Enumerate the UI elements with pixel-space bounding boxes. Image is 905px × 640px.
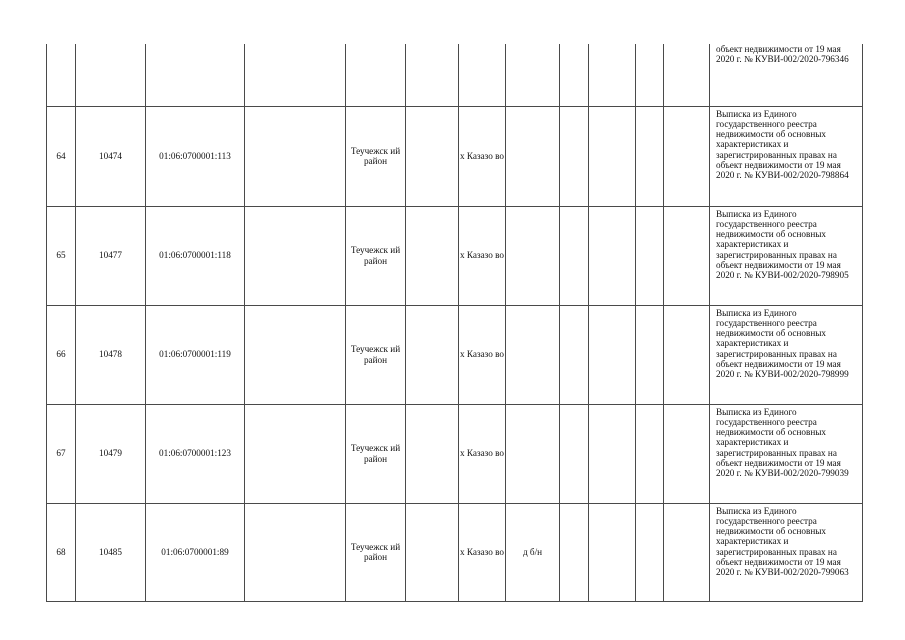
cell-empty <box>406 106 459 206</box>
row-number: 65 <box>47 206 76 305</box>
cell-empty <box>636 44 664 106</box>
document-cell: Выписка из Единого государственного реестра недвижимости об основных характеристиках и зарегистрированных правах на объект недвижимости от 19 мая 2020 г. № КУВИ-002/2020-799063 <box>710 503 863 601</box>
cell-empty <box>560 106 589 206</box>
cell-empty <box>146 44 245 106</box>
cell-empty <box>664 404 710 503</box>
table-row <box>47 106 863 206</box>
cell-empty <box>245 305 346 404</box>
cell-empty <box>76 44 146 106</box>
cell-empty <box>589 503 636 601</box>
row-number: 66 <box>47 305 76 404</box>
registry-number: 10485 <box>76 503 146 601</box>
cell-empty <box>346 44 406 106</box>
cell-empty <box>406 305 459 404</box>
document-cell: объект недвижимости от 19 мая 2020 г. № КУВИ-002/2020-796346 <box>710 44 863 106</box>
house-note <box>506 106 560 206</box>
cell-empty <box>560 44 589 106</box>
cell-empty <box>589 106 636 206</box>
property-register-table <box>46 44 863 602</box>
house-note <box>506 206 560 305</box>
village: х Казазо во <box>459 106 506 206</box>
cell-empty <box>560 206 589 305</box>
house-note <box>506 305 560 404</box>
cadastral-number: 01:06:0700001:123 <box>146 404 245 503</box>
cadastral-number: 01:06:0700001:118 <box>146 206 245 305</box>
cell-empty <box>589 404 636 503</box>
cell-empty <box>636 503 664 601</box>
district: Теучежск ий район <box>346 106 406 206</box>
registry-number: 10474 <box>76 106 146 206</box>
village: х Казазо во <box>459 404 506 503</box>
house-note <box>506 404 560 503</box>
document-cell: Выписка из Единого государственного реестра недвижимости об основных характеристиках и зарегистрированных правах на объект недвижимости от 19 мая 2020 г. № КУВИ-002/2020-799039 <box>710 404 863 503</box>
table-row <box>47 503 863 601</box>
document-cell: Выписка из Единого государственного реестра недвижимости об основных характеристиках и зарегистрированных правах на объект недвижимости от 19 мая 2020 г. № КУВИ-002/2020-798905 <box>710 206 863 305</box>
row-number: 67 <box>47 404 76 503</box>
cell-empty <box>245 206 346 305</box>
cell-empty <box>589 305 636 404</box>
cell-empty <box>245 404 346 503</box>
cell-empty <box>664 206 710 305</box>
cell-empty <box>560 404 589 503</box>
cell-empty <box>664 44 710 106</box>
cell-empty <box>664 106 710 206</box>
cell-empty <box>245 44 346 106</box>
cadastral-number: 01:06:0700001:89 <box>146 503 245 601</box>
cell-empty <box>245 503 346 601</box>
cell-empty <box>636 404 664 503</box>
cell-empty <box>664 305 710 404</box>
cell-empty <box>589 44 636 106</box>
village: х Казазо во <box>459 206 506 305</box>
cadastral-number: 01:06:0700001:119 <box>146 305 245 404</box>
cell-empty <box>589 206 636 305</box>
cell-empty <box>406 503 459 601</box>
village: х Казазо во <box>459 503 506 601</box>
cell-empty <box>406 44 459 106</box>
table-row <box>47 305 863 404</box>
cell-empty <box>406 404 459 503</box>
cell-empty <box>636 106 664 206</box>
district: Теучежск ий район <box>346 404 406 503</box>
cell-empty <box>636 206 664 305</box>
table-row-fragment <box>47 44 863 106</box>
cell-empty <box>245 106 346 206</box>
district: Теучежск ий район <box>346 206 406 305</box>
village: х Казазо во <box>459 305 506 404</box>
house-note: д б/н <box>506 503 560 601</box>
cell-empty <box>406 206 459 305</box>
registry-number: 10479 <box>76 404 146 503</box>
cell-empty <box>459 44 506 106</box>
cell-empty <box>560 503 589 601</box>
cell-empty <box>506 44 560 106</box>
cadastral-number: 01:06:0700001:113 <box>146 106 245 206</box>
table-row <box>47 206 863 305</box>
district: Теучежск ий район <box>346 503 406 601</box>
cell-empty <box>664 503 710 601</box>
registry-number: 10478 <box>76 305 146 404</box>
cell-empty <box>47 44 76 106</box>
registry-number: 10477 <box>76 206 146 305</box>
row-number: 68 <box>47 503 76 601</box>
document-cell: Выписка из Единого государственного реестра недвижимости об основных характеристиках и зарегистрированных правах на объект недвижимости от 19 мая 2020 г. № КУВИ-002/2020-798864 <box>710 106 863 206</box>
cell-empty <box>560 305 589 404</box>
cell-empty <box>636 305 664 404</box>
table-row <box>47 404 863 503</box>
document-cell: Выписка из Единого государственного реестра недвижимости об основных характеристиках и зарегистрированных правах на объект недвижимости от 19 мая 2020 г. № КУВИ-002/2020-798999 <box>710 305 863 404</box>
row-number: 64 <box>47 106 76 206</box>
district: Теучежск ий район <box>346 305 406 404</box>
